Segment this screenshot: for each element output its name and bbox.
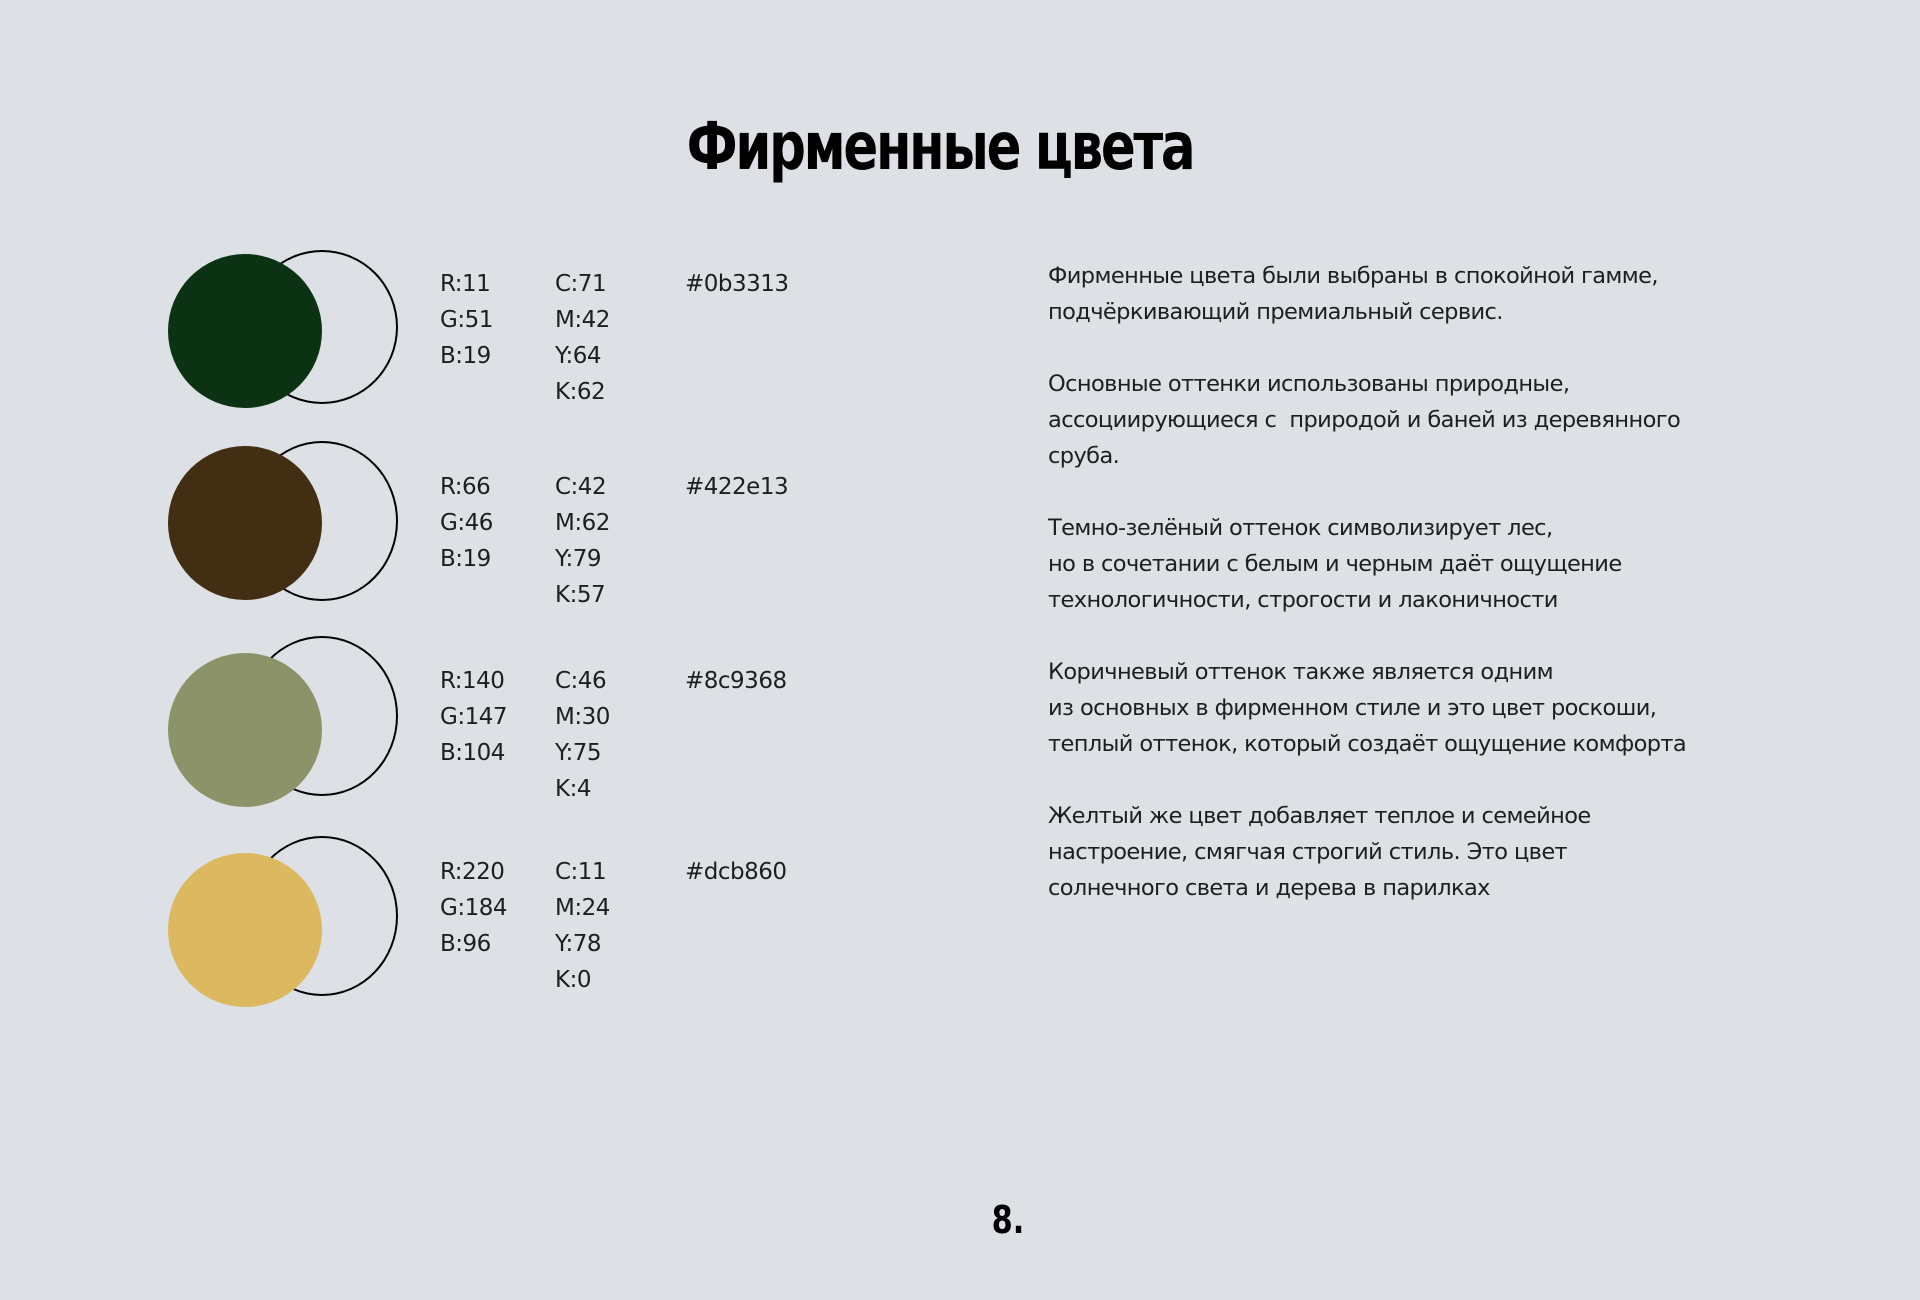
cmyk-m: M:30 (555, 704, 610, 730)
rgb-g: G:46 (440, 510, 493, 536)
cmyk-y: Y:79 (555, 546, 602, 572)
color-swatch-graphic (168, 250, 380, 420)
rgb-r: R:66 (440, 474, 491, 500)
description-line: ассоциирующиеся с природой и баней из деревянного (1048, 407, 1681, 433)
cmyk-y: Y:78 (555, 931, 602, 957)
description-line: солнечного света и дерева в парилках (1048, 875, 1490, 901)
hex-value (685, 266, 789, 302)
description-paragraph (1048, 258, 1808, 330)
rgb-g: G:147 (440, 704, 507, 730)
cmyk-values (555, 469, 610, 613)
hex-value (685, 663, 787, 699)
description-line: Фирменные цвета были выбраны в спокойной гамме, (1048, 263, 1658, 289)
cmyk-c: C:42 (555, 474, 607, 500)
cmyk-m: M:62 (555, 510, 610, 536)
cmyk-values (555, 266, 610, 410)
rgb-b: B:19 (440, 343, 491, 369)
rgb-r: R:11 (440, 271, 491, 297)
cmyk-k: K:62 (555, 379, 606, 405)
description-paragraph (1048, 366, 1808, 474)
hex-code: #0b3313 (685, 271, 789, 297)
cmyk-values (555, 663, 610, 807)
cmyk-c: C:46 (555, 668, 607, 694)
page-number: 8. (991, 1198, 1025, 1242)
cmyk-m: M:42 (555, 307, 610, 333)
rgb-r: R:140 (440, 668, 505, 694)
rgb-b: B:19 (440, 546, 491, 572)
cmyk-y: Y:75 (555, 740, 602, 766)
cmyk-c: C:11 (555, 859, 607, 885)
description-paragraph (1048, 654, 1808, 762)
hex-code: #dcb860 (685, 859, 787, 885)
description-line: Темно-зелёный оттенок символизирует лес, (1048, 515, 1553, 541)
color-swatch-row (0, 250, 1000, 420)
description-paragraph (1048, 510, 1808, 618)
color-swatch-row (0, 441, 1000, 611)
description-line: но в сочетании с белым и черным даёт ощущение (1048, 551, 1622, 577)
cmyk-k: K:4 (555, 776, 591, 802)
rgb-values (440, 266, 493, 374)
description-line: из основных в фирменном стиле и это цвет роскоши, (1048, 695, 1657, 721)
description-line: технологичности, строгости и лаконичности (1048, 587, 1558, 613)
hex-value (685, 469, 788, 505)
cmyk-c: C:71 (555, 271, 607, 297)
description-line: Коричневый оттенок также является одним (1048, 659, 1554, 685)
swatch-fill-circle (168, 446, 322, 600)
cmyk-k: K:57 (555, 582, 606, 608)
rgb-g: G:184 (440, 895, 507, 921)
hex-code: #422e13 (685, 474, 789, 500)
rgb-r: R:220 (440, 859, 505, 885)
color-swatch-graphic (168, 836, 380, 1006)
rgb-values (440, 854, 507, 962)
description-line: подчёркивающий премиальный сервис. (1048, 299, 1503, 325)
color-swatch-row (0, 636, 1000, 806)
swatch-fill-circle (168, 653, 322, 807)
description-line: настроение, смягчая строгий стиль. Это цвет (1048, 839, 1568, 865)
description-line: Желтый же цвет добавляет теплое и семейное (1048, 803, 1591, 829)
swatch-fill-circle (168, 853, 322, 1007)
color-swatch-graphic (168, 636, 380, 806)
description-paragraph (1048, 798, 1808, 906)
rgb-b: B:104 (440, 740, 505, 766)
description-line: Основные оттенки использованы природные, (1048, 371, 1570, 397)
rgb-values (440, 663, 507, 771)
hex-code: #8c9368 (685, 668, 787, 694)
cmyk-k: K:0 (555, 967, 591, 993)
rgb-g: G:51 (440, 307, 493, 333)
cmyk-values (555, 854, 610, 998)
page-title: Фирменные цвета (686, 108, 1194, 185)
rgb-values (440, 469, 493, 577)
hex-value (685, 854, 787, 890)
description-line: теплый оттенок, который создаёт ощущение комфорта (1048, 731, 1687, 757)
cmyk-m: M:24 (555, 895, 610, 921)
description-line: сруба. (1048, 443, 1120, 469)
cmyk-y: Y:64 (555, 343, 602, 369)
swatch-fill-circle (168, 254, 322, 408)
color-swatch-graphic (168, 441, 380, 611)
color-description (1048, 258, 1808, 942)
rgb-b: B:96 (440, 931, 491, 957)
color-swatch-row (0, 836, 1000, 1006)
